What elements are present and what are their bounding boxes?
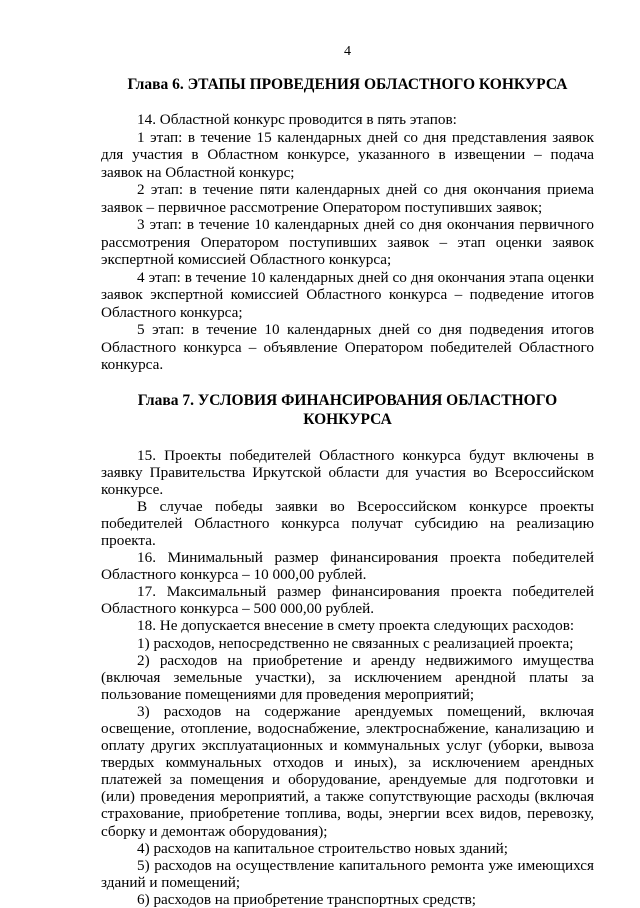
paragraph: 15. Проекты победителей Областного конкурса будут включены в заявку Правительства Иркутской области для участия во Всероссийском конкурсе.: [101, 447, 594, 498]
list-item: 4) расходов на капитальное строительство новых зданий;: [101, 840, 594, 857]
list-item: 1) расходов, непосредственно не связанных с реализацией проекта;: [101, 635, 594, 652]
list-item: 6) расходов на приобретение транспортных средств;: [101, 891, 594, 908]
paragraph: 16. Минимальный размер финансирования проекта победителей Областного конкурса – 10 000,00 рублей.: [101, 549, 594, 583]
paragraph: 2 этап: в течение пяти календарных дней со дня окончания приема заявок – первичное рассмотрение Оператором поступивших заявок;: [101, 181, 594, 216]
list-item: 5) расходов на осуществление капитального ремонта уже имеющихся зданий и помещений;: [101, 857, 594, 891]
chapter-7-title: Глава 7. УСЛОВИЯ ФИНАНСИРОВАНИЯ ОБЛАСТНОГО КОНКУРСА: [101, 391, 594, 429]
paragraph: 17. Максимальный размер финансирования проекта победителей Областного конкурса – 500 000,00 рублей.: [101, 583, 594, 617]
list-item: 3) расходов на содержание арендуемых помещений, включая освещение, отопление, водоснабжение, электроснабжение, канализацию и оплату других эксплуатационных и коммунальных услуг (уборки, вывоза твердых коммунальных отходов и иных), за исключением арендных платежей за помещения и оборудование, арендуемые для подготовки и (или) проведения мероприятий, а также сопутствующие расходы (включая страхование, приобретение топлива, воды, энергии всех видов, перевозку, сборку и демонтаж оборудования);: [101, 703, 594, 840]
paragraph: 3 этап: в течение 10 календарных дней со дня окончания первичного рассмотрения Оператором поступивших заявок – этап оценки заявок экспертной комиссией Областного конкурса;: [101, 216, 594, 269]
paragraph: 5 этап: в течение 10 календарных дней со дня подведения итогов Областного конкурса – объявление Оператором победителей Областного конкурса.: [101, 321, 594, 374]
paragraph: 18. Не допускается внесение в смету проекта следующих расходов:: [101, 617, 594, 634]
paragraph: 1 этап: в течение 15 календарных дней со дня представления заявок для участия в Областном конкурсе, указанного в извещении – подача заявок на Областной конкурс;: [101, 129, 594, 182]
list-item: 2) расходов на приобретение и аренду недвижимого имущества (включая земельные участки), за исключением арендной платы за пользование помещениями для проведения мероприятий;: [101, 652, 594, 703]
paragraph: 14. Областной конкурс проводится в пять этапов:: [101, 111, 594, 129]
paragraph: 4 этап: в течение 10 календарных дней со дня окончания этапа оценки заявок экспертной комиссией Областного конкурса – подведение итогов Областного конкурса;: [101, 269, 594, 322]
chapter-6-title: Глава 6. ЭТАПЫ ПРОВЕДЕНИЯ ОБЛАСТНОГО КОНКУРСА: [101, 75, 594, 94]
chapter-7-body: [101, 447, 594, 908]
chapter-6-body: [101, 111, 594, 374]
page-number: 4: [101, 0, 594, 60]
paragraph: В случае победы заявки во Всероссийском конкурсе проекты победителей Областного конкурса получат субсидию на реализацию проекта.: [101, 498, 594, 549]
